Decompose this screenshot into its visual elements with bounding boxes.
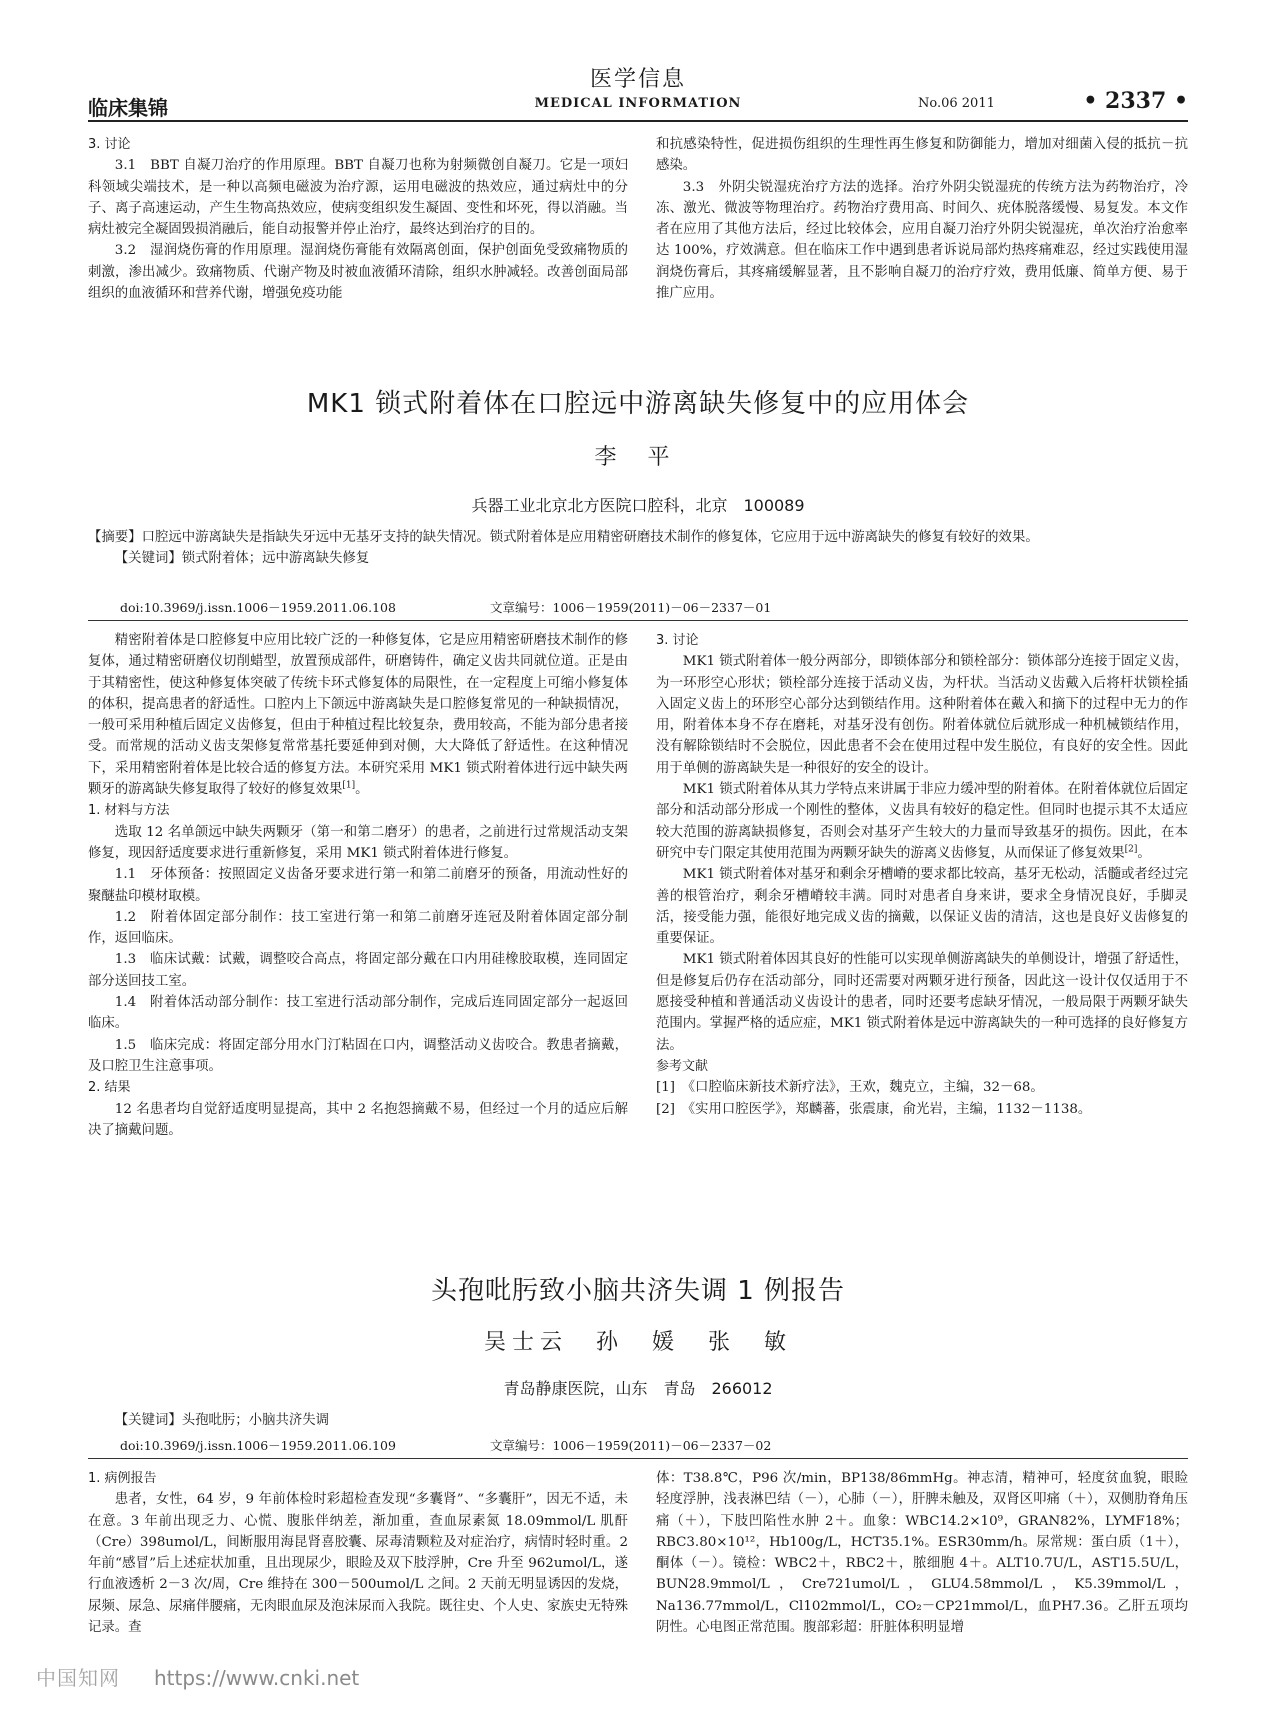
article1-right-column (656, 630, 1188, 1120)
article2-article-number: 文章编号：1006－1959(2011)－06－2337－02 (490, 1438, 772, 1453)
paragraph-text: 3.3 外阴尖锐湿疣治疗方法的选择。治疗外阴尖锐湿疣的传统方法为药物治疗，冷冻、激光、微波等物理治疗。药物治疗费用高、时间久、疣体脱落缓慢、易复发。本文作者在应用了其他方法后，经过比较体会，应用自凝刀治疗外阴尖锐湿疣，单次治疗治愈率达 100%，疗效满意。但在临床工作中遇到患者诉说局部灼热疼痛难忍，经过实践使用湿润烧伤膏后，其疼痛缓解显著，且不影响自凝刀的治疗疗效，费用低廉、简单方便、易于推广应用。 (656, 179, 1188, 302)
keywords-label: 【关键词】 (114, 1413, 182, 1428)
cnki-url[interactable]: https://www.cnki.net (154, 1666, 360, 1690)
paragraph (88, 864, 628, 907)
paragraph (88, 1099, 628, 1142)
paragraph (656, 779, 1188, 864)
article1-doi: doi:10.3969/j.issn.1006－1959.2011.06.108 (120, 600, 396, 615)
abstract-text: 口腔远中游离缺失是指缺失牙远中无基牙支持的缺失情况。锁式附着体是应用精密研磨技术制作的修复体，它应用于远中游离缺失的修复有较好的效果。 (141, 530, 1039, 545)
paragraph-text: 3.1 BBT 自凝刀治疗的作用原理。BBT 自凝刀也称为射频微创自凝刀。它是一项妇科领域尖端技术，是一种以高频电磁波为治疗源，运用电磁波的热效应，通过病灶中的分子、离子高速运动，产生生物高热效应，使病变组织发生凝固、变性和坏死，得以消融。当病灶被完全凝固毁损消融后，能自动报警并停止治疗，最终达到治疗的目的。 (88, 158, 628, 238)
paragraph (656, 864, 1188, 949)
paragraph-text: 12 名患者均自觉舒适度明显提高，其中 2 名抱怨摘戴不易，但经过一个月的适应后解决了摘戴问题。 (88, 1101, 628, 1138)
paragraph-continued (656, 134, 1188, 177)
reference-item (656, 1099, 1188, 1120)
paragraph-text: 1.1 牙体预备：按照固定义齿备牙要求进行第一和第二前磨牙的预备，用流动性好的聚醚盐印模材取模。 (88, 867, 628, 904)
article2-keywords (88, 1410, 1188, 1431)
paragraph (88, 240, 628, 304)
paragraph (656, 177, 1188, 305)
citation-marker: [1] (342, 780, 356, 791)
article2-authors: 吴士云 孙 媛 张 敏 (483, 1330, 792, 1355)
paragraph-text: MK1 锁式附着体一般分两部分，即锁体部分和锁栓部分：锁体部分连接于固定义齿，为一环形空心形状；锁栓部分连接于活动义齿，为杆状。当活动义齿戴入后将杆状锁栓插入固定义齿上的环形空心部分达到锁结作用。这种附着体在戴入和摘下的过程中无力的作用，附着体本身不存在磨耗，对基牙没有创伤。附着体就位后就形成一种机械锁结作用，没有解除锁结时不会脱位，因此患者不会在使用过程中发生脱位，有良好的安全性。因此用于单侧的游离缺失是一种很好的安全的设计。 (656, 654, 1188, 776)
keywords-text: 锁式附着体；远中游离缺失修复 (181, 551, 370, 567)
article2-rule (88, 1458, 1188, 1459)
article1-rule (88, 620, 1188, 621)
cnki-logo: 中国知网 (36, 1666, 120, 1690)
citation-marker: [2] (1124, 844, 1138, 855)
journal-title-en: MEDICAL INFORMATION (534, 96, 742, 111)
paragraph-text: MK1 锁式附着体因其良好的性能可以实现单侧游离缺失的单侧设计，增强了舒适性，但是修复后仍存在活动部分，同时还需要对两颗牙进行预备，因此这一设计仅仅适用于不愿接受种植和普通活动义齿设计的患者，同时还要考虑缺牙情况，一般局限于两颗牙缺失范围内。掌握严格的适应症，MK1 锁式附着体是远中游离缺失的一种可选择的良好修复方法。 (656, 952, 1188, 1053)
section-name: 临床集锦 (88, 96, 168, 120)
article2-right-column (656, 1468, 1188, 1638)
paragraph-text: 1.5 临床完成：将固定部分用水门汀粘固在口内，调整活动义齿咬合。教患者摘戴，及口腔卫生注意事项。 (88, 1037, 628, 1074)
page-header (88, 58, 1188, 118)
paragraph (88, 907, 628, 950)
paragraph (656, 651, 1188, 779)
reference-item (656, 1077, 1188, 1098)
paragraph-tail: 。 (355, 782, 369, 798)
header-rule (88, 120, 1188, 122)
paragraph-text: 3. 讨论 (88, 137, 131, 152)
section-heading (88, 1468, 628, 1489)
paragraph-text: 1. 病例报告 (88, 1471, 157, 1486)
paragraph (88, 822, 628, 865)
paragraph-text: 参考文献 (656, 1058, 709, 1074)
article2-affiliation: 青岛静康医院，山东 青岛 266012 (503, 1379, 773, 1398)
article1-author: 李 平 (594, 445, 682, 470)
paragraph-text: [1] 《口腔临床新技术新疗法》，王欢，魏克立，主编，32－68。 (656, 1080, 1044, 1096)
article1-title: MK1 锁式附着体在口腔远中游离缺失修复中的应用体会 (306, 389, 970, 419)
paragraph-text: 1. 材料与方法 (88, 803, 170, 819)
keywords-text: 头孢吡肟；小脑共济失调 (181, 1413, 330, 1428)
paragraph-text: 体：T38.8℃，P96 次/min，BP138/86mmHg。神志清，精神可，轻度贫血貌，眼睑轻度浮肿，浅表淋巴结（－），心肺（－），肝脾未触及，双肾区叩痛（＋），双侧肋脊角压痛（＋），下肢凹陷性水肿 2＋。血象：WBC14.2×10⁹，GRAN82%，LYMF18%；RBC3.80×10¹²，Hb100g/L，HCT35.1%。ESR30mm/h。尿常规：蛋白质（1＋），酮体（－）。镜检：WBC2＋，RBC2＋，脓细胞 4＋。ALT10.7U/L，AST15.5U/L，BUN28.9mmol/L，Cre721umol/L，GLU4.58mmol/L，K5.39mmol/L，Na136.77mmol/L，Cl102mmol/L，CO₂－CP21mmol/L，血PH7.36。乙肝五项均阴性。心电图正常范围。腹部彩超：肝脏体积明显增 (656, 1471, 1188, 1636)
cnki-watermark (36, 1662, 359, 1691)
page-number: • 2337 • (1083, 88, 1188, 114)
section-heading (88, 1077, 628, 1098)
journal-title-cn: 医学信息 (589, 67, 686, 92)
paragraph (88, 949, 628, 992)
paragraph-text: 患者，女性，64 岁，9 年前体检时彩超检查发现“多囊肾”、“多囊肝”，因无不适，未在意。3 年前出现乏力、心慌、腹胀伴纳差，渐加重，查血尿素氮 18.09mmol/L 肌酐（Cre）398umol/L，间断服用海昆肾喜胶囊、尿毒清颗粒及对症治疗，病情时轻时重。2 年前“感冒”后上述症状加重，且出现尿少，眼睑及双下肢浮肿，Cre 升至 962umol/L，遂行血液透析 2－3 次/周，Cre 维持在 300－500umol/L 之间。2 天前无明显诱因的发烧，尿频、尿急、尿痛伴腰痛，无肉眼血尿及泡沫尿而入我院。既往史、个人史、家族史无特殊记录。查 (88, 1492, 628, 1636)
section-heading (88, 134, 628, 155)
paragraph (656, 949, 1188, 1055)
paragraph-text: MK1 锁式附着体从其力学特点来讲属于非应力缓冲型的附着体。在附着体就位后固定部分和活动部分形成一个刚性的整体，义齿具有较好的稳定性。但同时也提示其不太适应较大范围的游离缺损修复，否则会对基牙产生较大的力量而导致基牙的损伤。因此，在本研究中专门限定其使用范围为两颗牙缺失的游离义齿修复，从而保证了修复效果 (656, 782, 1188, 861)
prev-article-left-column (88, 134, 628, 304)
section-heading (656, 630, 1188, 651)
section-heading (88, 800, 628, 821)
paragraph-text: 1.4 附着体活动部分制作：技工室进行活动部分制作，完成后连同固定部分一起返回临床。 (88, 995, 628, 1032)
article1-affiliation: 兵器工业北京北方医院口腔科，北京 100089 (471, 496, 805, 515)
paragraph-text: 精密附着体是口腔修复中应用比较广泛的一种修复体，它是应用精密研磨技术制作的修复体，通过精密研磨仪切削蜡型，放置预成部件，研磨铸件，确定义齿共同就位道。正是由于其精密性，使这种修复体突破了传统卡环式修复体的局限性，在一定程度上可缩小修复体的体积，提高患者的舒适性。口腔内上下颌远中游离缺失是口腔修复常见的一种缺损情况，一般可采用种植后固定义齿修复，但由于种植过程比较复杂，费用较高，不能为部分患者接受。而常规的活动义齿支架修复常常基托要延伸到对侧，大大降低了舒适性。在这种情况下，采用精密附着体是比较合适的修复方法。本研究采用 MK1 锁式附着体进行远中缺失两颗牙的游离缺失修复取得了较好的修复效果 (88, 633, 628, 798)
paragraph (88, 1489, 628, 1638)
section-heading (656, 1056, 1188, 1077)
paragraph-text: [2] 《实用口腔医学》，郑麟蕃，张震康，俞光岩，主编，1132－1138。 (656, 1101, 1092, 1117)
paragraph (88, 155, 628, 240)
paragraph (88, 1035, 628, 1078)
paragraph-text: 1.3 临床试戴：试戴，调整咬合高点，将固定部分戴在口内用硅橡胶取模，连同固定部分送回技工室。 (88, 952, 628, 989)
paragraph-text: MK1 锁式附着体对基牙和剩余牙槽嵴的要求都比较高，基牙无松动，活髓或者经过完善的根管治疗，剩余牙槽嵴较丰满。同时对患者自身来讲，要求全身情况良好，手脚灵活，接受能力强，能很好地完成义齿的摘戴，以保证义齿的清洁，这也是良好义齿修复的重要保证。 (656, 867, 1188, 947)
article2-doi: doi:10.3969/j.issn.1006－1959.2011.06.109 (120, 1438, 396, 1453)
issue-number: No.06 2011 (918, 96, 995, 111)
keywords-label: 【关键词】 (114, 551, 182, 567)
paragraph (88, 630, 628, 800)
paragraph (88, 992, 628, 1035)
article1-abstract (88, 527, 1188, 570)
paragraph-text: 和抗感染特性，促进损伤组织的生理性再生修复和防御能力，增加对细菌入侵的抵抗－抗感染。 (656, 137, 1188, 174)
prev-article-right-column (656, 134, 1188, 304)
paragraph-tail: 。 (1137, 845, 1151, 861)
paragraph-text: 3. 讨论 (656, 633, 699, 648)
abstract-label: 【摘要】 (88, 530, 142, 545)
article1-article-number: 文章编号：1006－1959(2011)－06－2337－01 (490, 600, 772, 615)
article2-title: 头孢吡肟致小脑共济失调 1 例报告 (430, 1276, 846, 1306)
article2-left-column (88, 1468, 628, 1638)
paragraph-text: 选取 12 名单颌远中缺失两颗牙（第一和第二磨牙）的患者，之前进行过常规活动支架修复，现因舒适度要求进行重新修复，采用 MK1 锁式附着体进行修复。 (88, 824, 628, 861)
article1-left-column (88, 630, 628, 1141)
paragraph-text: 3.2 湿润烧伤膏的作用原理。湿润烧伤膏能有效隔离创面，保护创面免受致痛物质的刺激，渗出减少。致痛物质、代谢产物及时被血液循环清除，组织水肿减轻。改善创面局部组织的血液循环和营养代谢，增强免疫功能 (88, 243, 628, 302)
paragraph-text: 1.2 附着体固定部分制作：技工室进行第一和第二前磨牙连冠及附着体固定部分制作，返回临床。 (88, 909, 628, 947)
paragraph-text: 2. 结果 (88, 1080, 131, 1096)
paragraph-continued (656, 1468, 1188, 1638)
